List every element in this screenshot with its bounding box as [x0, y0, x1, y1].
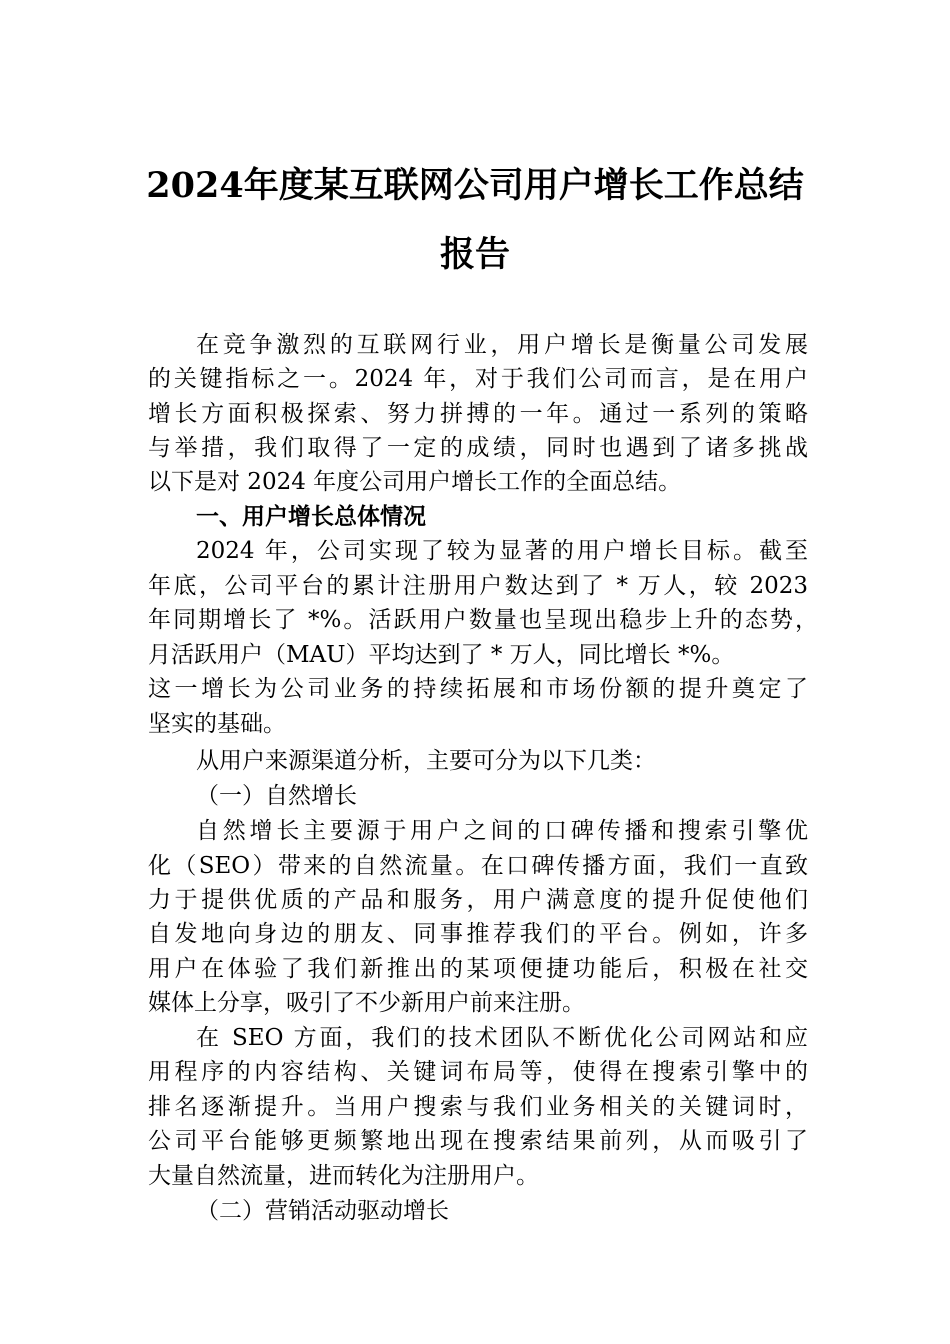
body-line: 的关键指标之一。2024 年，对于我们公司而言，是在用户 [148, 366, 808, 392]
body-line: 排名逐渐提升。当用户搜索与我们业务相关的关键词时， [148, 1094, 808, 1120]
body-line: 与举措，我们取得了一定的成绩，同时也遇到了诸多挑战 [148, 435, 808, 461]
body-line: 用户在体验了我们新推出的某项便捷功能后，积极在社交 [148, 956, 808, 982]
body-line: 从用户来源渠道分析，主要可分为以下几类： [196, 748, 656, 774]
subsection-heading: （一）自然增长 [196, 783, 357, 809]
body-line: 这一增长为公司业务的持续拓展和市场份额的提升奠定了 [148, 676, 808, 702]
body-line: 公司平台能够更频繁地出现在搜索结果前列，从而吸引了 [148, 1128, 808, 1154]
body-line: 化（SEO）带来的自然流量。在口碑传播方面，我们一直致 [148, 853, 808, 879]
body-line: 力于提供优质的产品和服务，用户满意度的提升促使他们 [148, 887, 808, 913]
body-line: 大量自然流量，进而转化为注册用户。 [148, 1163, 539, 1189]
body-line: 用程序的内容结构、关键词布局等，使得在搜索引擎中的 [148, 1059, 808, 1085]
body-line: 坚实的基础。 [148, 711, 286, 737]
body-line: 年同期增长了 *%。活跃用户数量也呈现出稳步上升的态势， [148, 607, 818, 633]
body-line: 增长方面积极探索、努力拼搏的一年。通过一系列的策略 [148, 401, 808, 427]
section-heading: 一、用户增长总体情况 [196, 504, 426, 530]
subsection-heading: （二）营销活动驱动增长 [196, 1198, 449, 1224]
body-line: 自然增长主要源于用户之间的口碑传播和搜索引擎优 [196, 818, 808, 844]
document-title-line-2: 报告 [439, 234, 510, 275]
document-title-line-1: 2024年度某互联网公司用户增长工作总结 [146, 165, 804, 206]
body-line: 年底，公司平台的累计注册用户数达到了 * 万人，较 2023 [148, 573, 808, 599]
body-line: 以下是对 2024 年度公司用户增长工作的全面总结。 [148, 469, 682, 495]
body-line: 在竞争激烈的互联网行业，用户增长是衡量公司发展 [196, 332, 808, 358]
body-line: 在 SEO 方面，我们的技术团队不断优化公司网站和应 [196, 1025, 808, 1051]
body-line: 2024 年，公司实现了较为显著的用户增长目标。截至 [196, 538, 808, 564]
body-line: 媒体上分享，吸引了不少新用户前来注册。 [148, 990, 585, 1016]
body-line: 自发地向身边的朋友、同事推荐我们的平台。例如，许多 [148, 921, 808, 947]
body-line: 月活跃用户（MAU）平均达到了 * 万人，同比增长 *%。 [148, 642, 735, 668]
